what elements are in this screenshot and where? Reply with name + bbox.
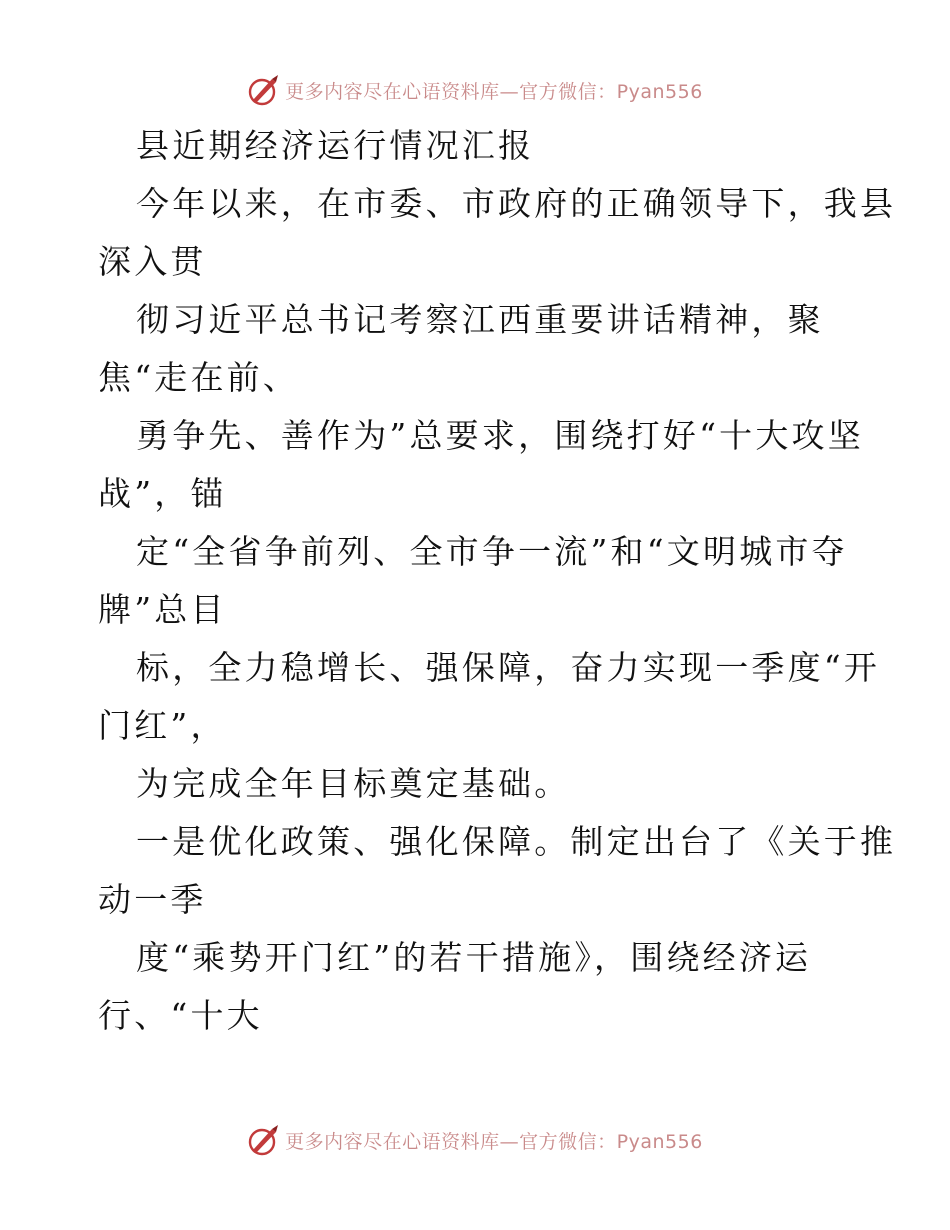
quill-pen-logo-icon	[247, 1123, 281, 1157]
document-line: 门红”，	[98, 706, 227, 745]
document-line: 一是优化政策、强化保障。制定出台了《关于推	[136, 822, 897, 861]
document-title: 县近期经济运行情况汇报	[136, 126, 535, 165]
document-line: 牌”总目	[98, 590, 227, 629]
document-line: 彻习近平总书记考察江西重要讲话精神，聚	[136, 300, 824, 339]
quill-pen-logo-icon	[247, 73, 281, 107]
document-line: 标，全力稳增长、强保障，奋力实现一季度“开	[136, 648, 881, 687]
document-line: 战”，锚	[98, 474, 227, 513]
watermark-handle: Pyan556	[616, 1130, 703, 1153]
document-line: 动一季	[98, 880, 207, 919]
watermark-text: 更多内容尽在心语资料库—官方微信：Pyan556	[285, 80, 703, 103]
document-line: 行、“十大	[98, 996, 263, 1035]
document-line: 深入贯	[98, 242, 207, 281]
document-line: 定“全省争前列、全市争一流”和“文明城市夺	[136, 532, 848, 571]
document-line: 度“乘势开门红”的若干措施》，围绕经济运	[136, 938, 812, 977]
footer-watermark	[0, 1120, 950, 1160]
watermark-text: 更多内容尽在心语资料库—官方微信：Pyan556	[285, 1130, 703, 1153]
document-line: 为完成全年目标奠定基础。	[136, 764, 571, 803]
document-line: 焦“走在前、	[98, 358, 300, 397]
document-line: 今年以来，在市委、市政府的正确领导下，我县	[136, 184, 897, 223]
document-line: 勇争先、善作为”总要求，围绕打好“十大攻坚	[136, 416, 864, 455]
header-watermark	[0, 70, 950, 110]
watermark-handle: Pyan556	[616, 80, 703, 103]
